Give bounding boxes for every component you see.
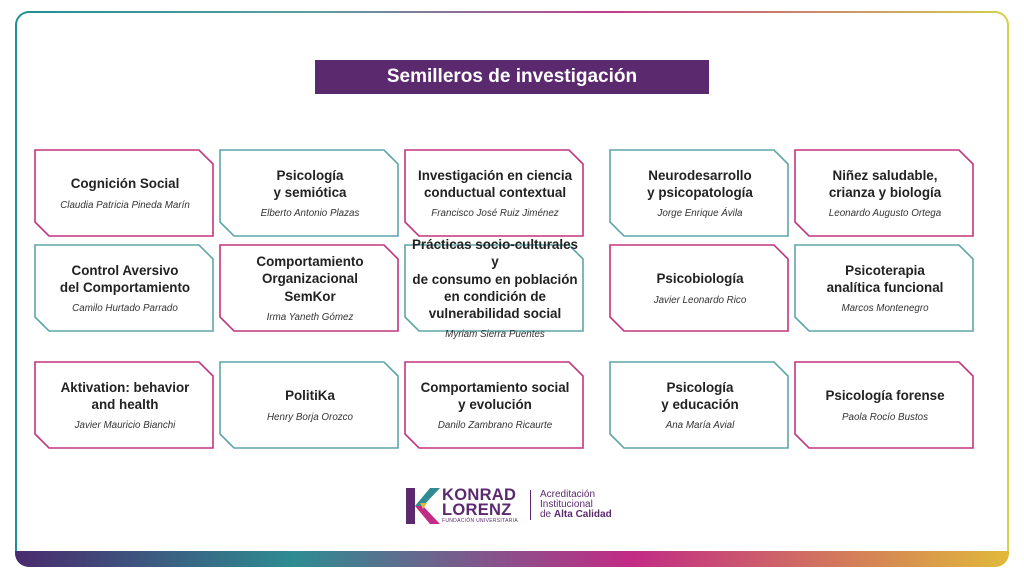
bottom-gradient-bar bbox=[15, 551, 1009, 567]
research-group-card bbox=[404, 149, 584, 237]
research-group-card bbox=[404, 237, 584, 340]
card-person: Elberto Antonio Plazas bbox=[260, 208, 360, 220]
card-title: PolitiKa bbox=[285, 388, 335, 404]
card-title: Psicoterapia analítica funcional bbox=[826, 262, 944, 295]
k-mark-icon bbox=[406, 488, 440, 524]
accreditation-line-3: de Alta Calidad bbox=[540, 509, 612, 520]
research-group-card bbox=[609, 149, 789, 237]
logo-divider bbox=[530, 490, 531, 520]
research-group-card bbox=[34, 361, 214, 449]
card-title: Comportamiento Organizacional SemKor bbox=[256, 254, 364, 304]
konrad-lorenz-logo bbox=[406, 484, 626, 526]
card-person: Jorge Enrique Ávila bbox=[657, 208, 743, 220]
card-title: Aktivation: behavior and health bbox=[60, 379, 190, 412]
card-title: Psicología y semiótica bbox=[273, 167, 347, 200]
research-group-card bbox=[219, 361, 399, 449]
research-group-card bbox=[794, 361, 974, 449]
card-person: Francisco José Ruiz Jiménez bbox=[431, 208, 559, 220]
card-person: Camilo Hurtado Parrado bbox=[72, 303, 178, 315]
card-title: Niñez saludable, crianza y biología bbox=[828, 167, 942, 200]
card-title: Psicología y educación bbox=[661, 379, 739, 412]
card-person: Danilo Zambrano Ricaurte bbox=[437, 420, 553, 432]
research-group-card bbox=[404, 361, 584, 449]
card-person: Claudia Patricia Pineda Marín bbox=[60, 199, 190, 211]
card-person: Paola Rocío Bustos bbox=[841, 411, 929, 423]
card-title: Comportamiento social y evolución bbox=[420, 379, 570, 412]
card-title: Prácticas socio-culturales y de consumo en población en condición de vulnerabilidad social bbox=[412, 237, 578, 321]
research-group-card bbox=[34, 244, 214, 332]
card-person: Henry Borja Orozco bbox=[266, 411, 354, 423]
card-title: Psicología forense bbox=[825, 388, 945, 404]
card-title: Cognición Social bbox=[70, 176, 180, 192]
card-person: Leonardo Augusto Ortega bbox=[828, 208, 942, 220]
logo-line-konrad: KONRAD bbox=[442, 486, 517, 504]
research-group-card bbox=[609, 361, 789, 449]
research-group-card bbox=[609, 244, 789, 332]
card-person: Myriam Sierra Puentes bbox=[445, 328, 545, 340]
card-title: Control Aversivo del Comportamiento bbox=[59, 262, 191, 295]
logo-line-lorenz: LORENZ bbox=[442, 501, 512, 519]
research-group-card bbox=[794, 149, 974, 237]
research-group-card bbox=[794, 244, 974, 332]
research-group-card bbox=[219, 149, 399, 237]
accreditation-line-2: Institucional bbox=[540, 499, 593, 510]
accreditation-line-1: Acreditación bbox=[540, 489, 596, 500]
logo-subtitle: FUNDACIÓN UNIVERSITARIA bbox=[442, 518, 518, 524]
card-title: Investigación en ciencia conductual contextual bbox=[417, 167, 573, 200]
research-group-card bbox=[34, 149, 214, 237]
card-person: Marcos Montenegro bbox=[841, 303, 929, 315]
card-person: Javier Leonardo Rico bbox=[653, 294, 747, 306]
research-group-card bbox=[219, 244, 399, 332]
card-person: Irma Yaneth Gómez bbox=[266, 311, 354, 323]
card-person: Javier Mauricio Bianchi bbox=[74, 420, 176, 432]
card-title: Neurodesarrollo y psicopatología bbox=[647, 167, 753, 200]
card-title: Psicobiología bbox=[656, 271, 744, 287]
page-title: Semilleros de investigación bbox=[315, 60, 709, 94]
card-person: Ana María Avial bbox=[665, 420, 735, 432]
